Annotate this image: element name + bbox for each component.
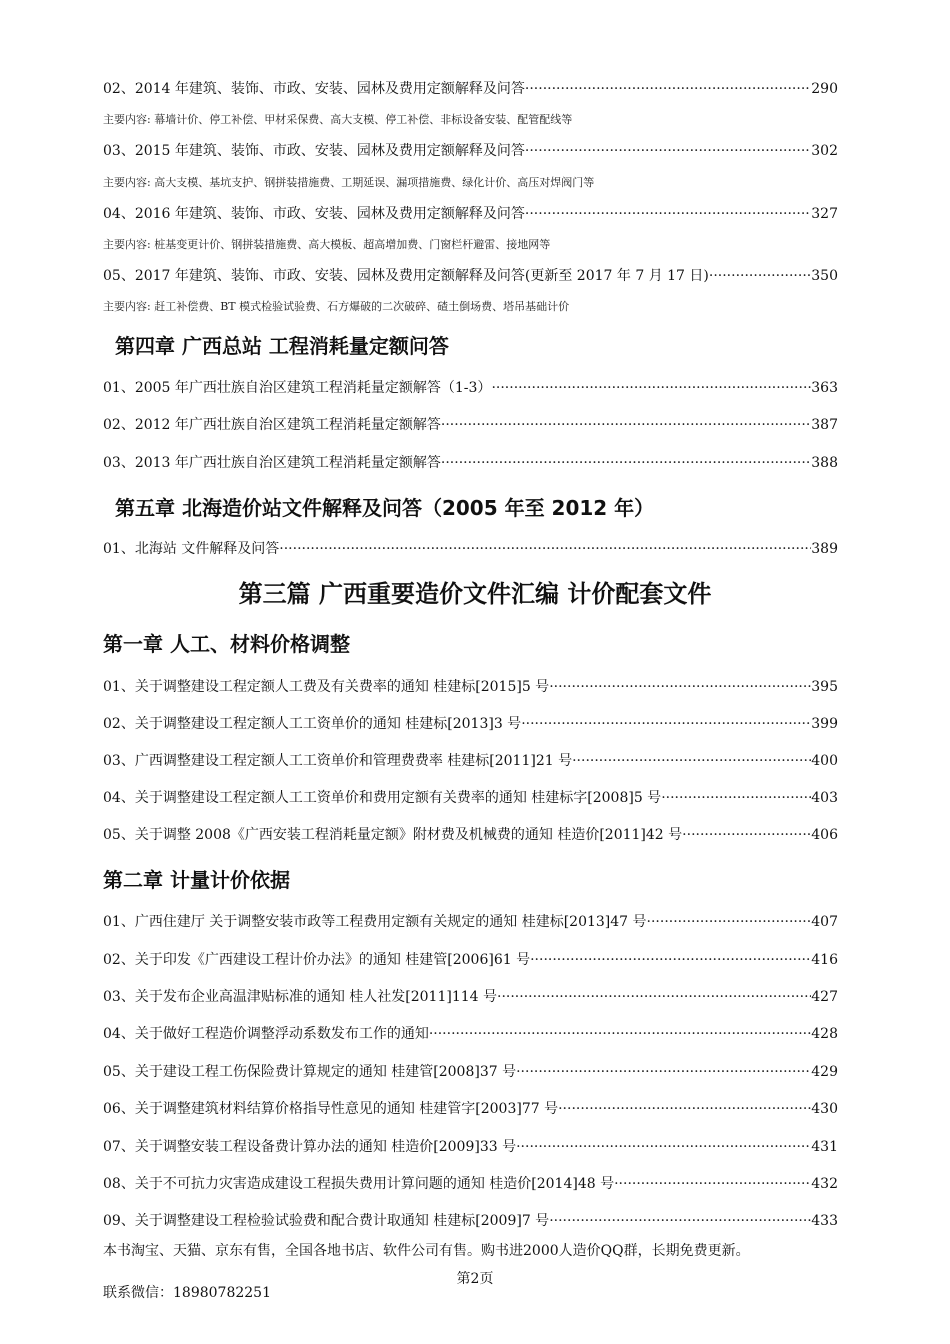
toc-page-number: 406	[811, 827, 838, 843]
toc-entry[interactable]	[103, 713, 838, 733]
toc-entry[interactable]	[103, 1098, 838, 1118]
main-content-2015: 主要内容: 高大支模、基坑支护、钢拼装措施费、工期延误、漏项措施费、绿化计价、高压对焊阀门等	[103, 176, 595, 189]
leader-dots	[525, 143, 811, 159]
toc-page-number: 327	[811, 206, 838, 222]
toc-entry-title: 04、2016 年建筑、装饰、市政、安装、园林及费用定额解释及问答	[103, 206, 525, 222]
toc-page-number: 431	[811, 1139, 838, 1155]
toc-entry-title: 03、广西调整建设工程定额人工工资单价和管理费费率 桂建标[2011]21 号	[103, 753, 573, 769]
toc-page-number: 428	[811, 1026, 838, 1042]
leader-dots	[549, 1213, 811, 1229]
toc-entry[interactable]	[103, 986, 838, 1006]
toc-entry-title: 01、关于调整建设工程定额人工费及有关费率的通知 桂建标[2015]5 号	[103, 679, 550, 695]
toc-entry-title: 01、广西住建厅 关于调整安装市政等工程费用定额有关规定的通知 桂建标[2013]47 号	[103, 914, 647, 930]
toc-entry-title: 03、2015 年建筑、装饰、市政、安装、园林及费用定额解释及问答	[103, 143, 525, 159]
toc-page-number: 387	[811, 417, 838, 433]
leader-dots	[525, 206, 811, 222]
leader-dots	[530, 952, 811, 968]
toc-entry[interactable]	[103, 1023, 838, 1043]
toc-entry[interactable]	[103, 824, 838, 844]
toc-entry[interactable]	[103, 377, 838, 397]
toc-entry-title: 05、关于建设工程工伤保险费计算规定的通知 桂建管[2008]37 号	[103, 1064, 517, 1080]
toc-entry-title: 03、2013 年广西壮族自治区建筑工程消耗量定额解答	[103, 455, 441, 471]
toc-entry[interactable]	[103, 1136, 838, 1156]
toc-page-number: 416	[811, 952, 838, 968]
part3-chapter-1-heading: 第一章 人工、材料价格调整	[103, 632, 350, 656]
toc-entry-title: 03、关于发布企业高温津贴标准的通知 桂人社发[2011]114 号	[103, 989, 497, 1005]
toc-page-number: 350	[811, 268, 838, 284]
toc-entry-title: 04、关于做好工程造价调整浮动系数发布工作的通知	[103, 1026, 429, 1042]
toc-entry-2017[interactable]	[103, 265, 838, 285]
contact-wechat: 联系微信：18980782251	[103, 1285, 271, 1301]
toc-page-number: 433	[811, 1213, 838, 1229]
toc-page-number: 363	[811, 380, 838, 396]
leader-dots	[516, 1139, 811, 1155]
leader-dots	[549, 679, 811, 695]
main-content-2016: 主要内容: 桩基变更计价、钢拼装措施费、高大模板、超高增加费、门窗栏杆避雷、接地网等	[103, 238, 551, 251]
part3-chapter-2-heading: 第二章 计量计价依据	[103, 868, 290, 892]
toc-entry[interactable]	[103, 911, 838, 931]
toc-page-number: 400	[811, 753, 838, 769]
toc-entry-title: 02、关于调整建设工程定额人工工资单价的通知 桂建标[2013]3 号	[103, 716, 522, 732]
leader-dots	[682, 827, 811, 843]
main-content-2017: 主要内容: 赶工补偿费、BT 模式检验试验费、石方爆破的二次破碎、碴土倒场费、塔吊基础计价	[103, 300, 570, 313]
footer-advertisement: 本书淘宝、天猫、京东有售，全国各地书店、软件公司有售。购书进2000人造价QQ群，长期免费更新。	[103, 1243, 750, 1259]
toc-entry-title: 08、关于不可抗力灾害造成建设工程损失费用计算问题的通知 桂造价[2014]48 号	[103, 1176, 615, 1192]
toc-entry-2014[interactable]	[103, 78, 838, 98]
leader-dots	[497, 989, 811, 1005]
leader-dots	[279, 541, 811, 557]
toc-page-number: 403	[811, 790, 838, 806]
chapter-4-heading: 第四章 广西总站 工程消耗量定额问答	[115, 334, 449, 358]
toc-page-number: 302	[811, 143, 838, 159]
leader-dots	[429, 1026, 811, 1042]
leader-dots	[441, 417, 811, 433]
toc-entry[interactable]	[103, 949, 838, 969]
main-content-2014: 主要内容: 幕墙计价、停工补偿、甲材采保费、高大支模、停工补偿、非标设备安装、配管配线等	[103, 113, 573, 126]
part-3-heading: 第三篇 广西重要造价文件汇编 计价配套文件	[238, 580, 712, 608]
leader-dots	[661, 790, 811, 806]
toc-entry-title: 01、北海站 文件解释及问答	[103, 541, 280, 557]
toc-page-number: 432	[811, 1176, 838, 1192]
toc-entry[interactable]	[103, 452, 838, 472]
toc-entry-title: 02、关于印发《广西建设工程计价办法》的通知 桂建管[2006]61 号	[103, 952, 531, 968]
toc-entry[interactable]	[103, 414, 838, 434]
leader-dots	[647, 914, 812, 930]
toc-entry[interactable]	[103, 1061, 838, 1081]
toc-entry-title: 01、2005 年广西壮族自治区建筑工程消耗量定额解答（1-3）	[103, 380, 492, 396]
toc-entry-title: 06、关于调整建筑材料结算价格指导性意见的通知 桂建管字[2003]77 号	[103, 1101, 559, 1117]
toc-entry[interactable]	[103, 538, 838, 558]
toc-entry-2016[interactable]	[103, 203, 838, 223]
toc-page-number: 388	[811, 455, 838, 471]
toc-page-number: 399	[811, 716, 838, 732]
toc-entry[interactable]	[103, 676, 838, 696]
toc-entry-title: 02、2012 年广西壮族自治区建筑工程消耗量定额解答	[103, 417, 441, 433]
leader-dots	[572, 753, 811, 769]
page-number: 第2页	[456, 1271, 494, 1287]
toc-page-number: 427	[811, 989, 838, 1005]
leader-dots	[491, 380, 811, 396]
toc-entry-title: 02、2014 年建筑、装饰、市政、安装、园林及费用定额解释及问答	[103, 81, 525, 97]
leader-dots	[558, 1101, 811, 1117]
toc-page-number: 389	[811, 541, 838, 557]
toc-entry[interactable]	[103, 787, 838, 807]
toc-entry-title: 07、关于调整安装工程设备费计算办法的通知 桂造价[2009]33 号	[103, 1139, 517, 1155]
toc-page-number: 395	[811, 679, 838, 695]
leader-dots	[614, 1176, 811, 1192]
leader-dots	[441, 455, 811, 471]
leader-dots	[709, 268, 811, 284]
toc-page-number: 290	[811, 81, 838, 97]
toc-entry-title: 05、关于调整 2008《广西安装工程消耗量定额》附材费及机械费的通知 桂造价[2011]42 号	[103, 827, 683, 843]
toc-entry[interactable]	[103, 750, 838, 770]
toc-entry-title: 09、关于调整建设工程检验试验费和配合费计取通知 桂建标[2009]7 号	[103, 1213, 550, 1229]
toc-page-number: 430	[811, 1101, 838, 1117]
toc-page-number: 407	[811, 914, 838, 930]
toc-entry-title: 05、2017 年建筑、装饰、市政、安装、园林及费用定额解释及问答(更新至 2017 年 7 月 17 日)	[103, 268, 709, 284]
toc-entry-2015[interactable]	[103, 140, 838, 160]
leader-dots	[525, 81, 811, 97]
leader-dots	[521, 716, 811, 732]
toc-entry[interactable]	[103, 1173, 838, 1193]
toc-page-number: 429	[811, 1064, 838, 1080]
toc-entry-title: 04、关于调整建设工程定额人工工资单价和费用定额有关费率的通知 桂建标字[2008]5 号	[103, 790, 662, 806]
toc-entry[interactable]	[103, 1210, 838, 1230]
chapter-5-heading: 第五章 北海造价站文件解释及问答（2005 年至 2012 年）	[115, 496, 655, 520]
leader-dots	[516, 1064, 811, 1080]
